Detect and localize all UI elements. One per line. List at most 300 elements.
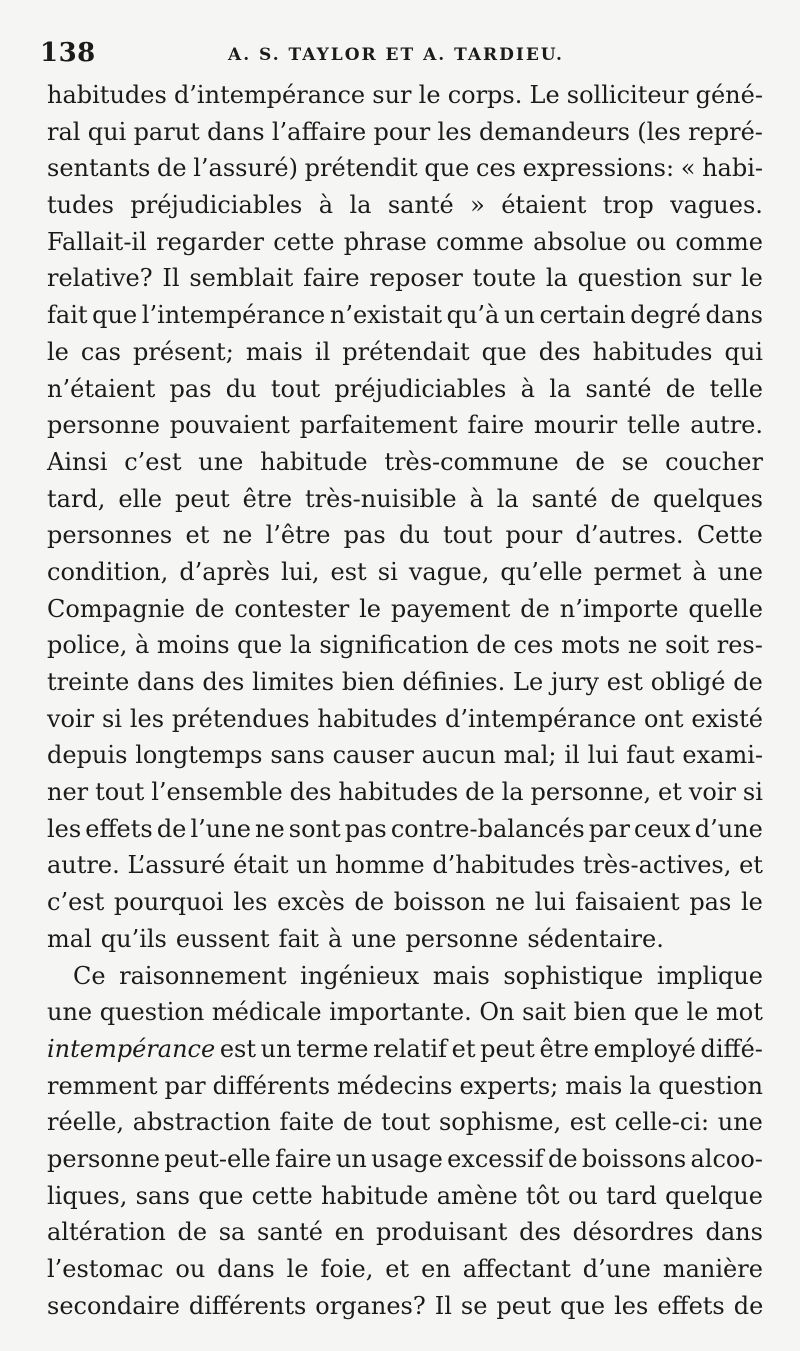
running-title: A. S. TAYLOR ET A. TARDIEU. bbox=[228, 45, 564, 65]
word: l’intempérance bbox=[141, 301, 326, 330]
word: absolue bbox=[533, 227, 627, 256]
text-line bbox=[47, 481, 763, 518]
text-line bbox=[47, 811, 763, 848]
word: sédentaire. bbox=[527, 924, 664, 953]
word: de bbox=[610, 484, 641, 513]
word: habi- bbox=[702, 154, 763, 183]
word: excès bbox=[277, 888, 345, 917]
word: liques, bbox=[47, 1181, 128, 1210]
word: dans bbox=[705, 1218, 763, 1247]
word: reposer bbox=[369, 264, 463, 293]
word: cas bbox=[80, 337, 121, 366]
word: L’assuré bbox=[127, 851, 226, 880]
word: faire bbox=[467, 411, 525, 440]
word: ont bbox=[644, 704, 684, 733]
word: obligé bbox=[650, 668, 726, 696]
word: étaient bbox=[501, 191, 587, 220]
word: eussent bbox=[175, 924, 270, 953]
word: différents bbox=[188, 1291, 307, 1320]
word: faire bbox=[275, 1144, 332, 1173]
text-line bbox=[47, 224, 763, 261]
text-line bbox=[47, 187, 763, 224]
word: que bbox=[633, 998, 679, 1027]
word: que bbox=[560, 1291, 606, 1320]
word: bien bbox=[341, 668, 395, 696]
word: différents bbox=[212, 1071, 331, 1100]
word: l’ensemble bbox=[151, 778, 283, 807]
word: quelle bbox=[688, 594, 763, 623]
word: il bbox=[564, 741, 580, 770]
page-number: 138 bbox=[40, 38, 96, 68]
word: réelle, bbox=[47, 1108, 125, 1137]
word: relative? bbox=[47, 264, 153, 293]
word: santé bbox=[257, 1218, 323, 1247]
word: Compagnie bbox=[47, 594, 185, 623]
word: mais bbox=[245, 337, 303, 366]
word: le bbox=[418, 81, 441, 109]
word: habitudes bbox=[592, 337, 713, 366]
word: sur bbox=[691, 264, 732, 293]
word: question bbox=[658, 1071, 763, 1100]
word: effets bbox=[657, 1291, 725, 1320]
word: le bbox=[359, 594, 381, 623]
word: et bbox=[451, 1034, 476, 1063]
word: à bbox=[318, 191, 334, 220]
word: ne bbox=[222, 521, 253, 550]
word: et bbox=[385, 1255, 410, 1283]
word: trop bbox=[602, 191, 654, 220]
word: se bbox=[621, 447, 649, 476]
word: de bbox=[733, 1291, 764, 1320]
word: comme bbox=[436, 227, 524, 256]
word: organes? bbox=[315, 1291, 426, 1320]
text-line bbox=[47, 297, 763, 334]
word: et bbox=[658, 778, 682, 807]
word: se bbox=[460, 1291, 488, 1320]
word: ne bbox=[627, 631, 658, 660]
text-line bbox=[47, 517, 763, 554]
word: que bbox=[481, 337, 527, 366]
word: soit bbox=[665, 631, 710, 660]
word: faisaient bbox=[575, 888, 680, 917]
word: limites bbox=[252, 668, 335, 696]
word: qu’ils bbox=[100, 924, 167, 953]
word: des bbox=[519, 1218, 561, 1247]
word: du bbox=[398, 521, 430, 550]
word: fait bbox=[47, 301, 88, 330]
text-line bbox=[47, 1104, 763, 1141]
word: de bbox=[194, 594, 225, 623]
word: faite bbox=[279, 1108, 335, 1137]
text-line bbox=[47, 847, 763, 884]
word: sont bbox=[288, 814, 341, 843]
word: solliciteur bbox=[566, 81, 689, 109]
word: permet bbox=[593, 557, 682, 586]
text-line bbox=[47, 958, 763, 995]
word: peut bbox=[496, 1291, 552, 1320]
word: sans bbox=[135, 1181, 190, 1210]
word: longtemps bbox=[135, 741, 263, 770]
word: la bbox=[629, 1071, 652, 1100]
word: toute bbox=[472, 264, 537, 293]
word: dans bbox=[705, 301, 763, 330]
text-line bbox=[47, 1251, 763, 1288]
word: ou bbox=[567, 1181, 598, 1210]
word: habitudes bbox=[47, 81, 167, 109]
word: sur bbox=[372, 81, 412, 109]
word: préjudiciables bbox=[130, 191, 303, 220]
word: les bbox=[614, 1291, 649, 1320]
word: santé bbox=[585, 374, 652, 403]
word: le bbox=[286, 1255, 309, 1283]
word: sophistique bbox=[503, 961, 644, 990]
word: personne bbox=[405, 924, 519, 953]
text-line bbox=[47, 554, 763, 591]
word: de bbox=[665, 374, 696, 403]
word: d’une bbox=[694, 814, 763, 843]
text-line bbox=[47, 921, 763, 958]
word: sa bbox=[218, 1218, 246, 1247]
word: dans bbox=[207, 117, 265, 146]
word: de bbox=[157, 154, 187, 183]
word: jury bbox=[551, 668, 599, 696]
word: vague, bbox=[408, 557, 490, 586]
word: mot bbox=[716, 998, 763, 1027]
text-line bbox=[47, 444, 763, 481]
word: à bbox=[520, 374, 535, 403]
word: importante. bbox=[329, 998, 472, 1027]
text-line bbox=[47, 737, 763, 774]
word: si bbox=[101, 704, 122, 733]
word: tout bbox=[270, 374, 321, 403]
text-line bbox=[47, 77, 763, 114]
word: est bbox=[569, 1108, 606, 1137]
word: police, bbox=[47, 631, 128, 660]
word: peut-elle bbox=[164, 1144, 271, 1173]
word: question bbox=[99, 998, 205, 1027]
word: sans bbox=[270, 741, 325, 770]
word: la bbox=[501, 778, 524, 807]
word: celle-ci: bbox=[614, 1108, 710, 1137]
word: ces bbox=[513, 631, 554, 660]
word: telle bbox=[709, 374, 763, 403]
word: une bbox=[717, 557, 763, 586]
word: une bbox=[351, 924, 397, 953]
word: fait bbox=[278, 924, 319, 953]
word: une bbox=[47, 998, 93, 1027]
word: sophisme, bbox=[438, 1108, 562, 1137]
word: alcoo- bbox=[690, 1144, 763, 1173]
word: qu’elle bbox=[500, 557, 583, 586]
word: habitudes bbox=[338, 778, 459, 807]
word: médecins bbox=[337, 1071, 453, 1100]
word: res- bbox=[716, 631, 763, 660]
text-line bbox=[47, 1141, 763, 1178]
word: et bbox=[185, 521, 210, 550]
text-line bbox=[47, 774, 763, 811]
word: Il bbox=[434, 1291, 452, 1320]
word: peut bbox=[175, 484, 230, 513]
word: qui bbox=[87, 117, 127, 146]
word: mais bbox=[432, 961, 490, 990]
word: d’habitudes bbox=[432, 851, 576, 880]
word: des bbox=[289, 778, 332, 807]
word: l’être bbox=[265, 521, 331, 550]
text-line bbox=[47, 1214, 763, 1251]
word: ingénieux bbox=[300, 961, 420, 990]
word: sentants bbox=[47, 154, 151, 183]
word: des bbox=[538, 337, 581, 366]
word: raisonnement bbox=[119, 961, 287, 990]
word: usage bbox=[371, 1144, 443, 1173]
word: autre. bbox=[690, 411, 763, 440]
word: à bbox=[328, 924, 343, 953]
word: la bbox=[349, 191, 372, 220]
word: pas bbox=[343, 521, 386, 550]
word: prétendit bbox=[304, 154, 418, 183]
text-line bbox=[47, 591, 763, 628]
word: contester bbox=[234, 594, 350, 623]
word: l’estomac bbox=[47, 1255, 164, 1283]
text-line bbox=[47, 371, 763, 408]
word: santé bbox=[531, 484, 598, 513]
word: boisson bbox=[393, 888, 486, 917]
word: condition, bbox=[47, 557, 169, 586]
word: voir bbox=[688, 778, 736, 807]
word: et bbox=[739, 851, 763, 880]
word: d’après bbox=[179, 557, 270, 586]
word: est bbox=[606, 668, 643, 696]
text-line bbox=[47, 260, 763, 297]
text-line bbox=[47, 884, 763, 921]
word: sait bbox=[522, 998, 567, 1027]
word: faire bbox=[303, 264, 360, 293]
word: mal; bbox=[503, 741, 557, 770]
word: d’une bbox=[582, 1255, 651, 1283]
text-line bbox=[47, 334, 763, 371]
word: diffé- bbox=[700, 1034, 763, 1063]
word: remment bbox=[47, 1071, 158, 1100]
word: que bbox=[237, 631, 283, 660]
word: la bbox=[549, 374, 572, 403]
word: repré- bbox=[688, 117, 763, 146]
word: vagues. bbox=[670, 191, 763, 220]
word: degré bbox=[630, 301, 701, 330]
word: l’une bbox=[190, 814, 251, 843]
word: cette bbox=[251, 1181, 313, 1210]
word: « bbox=[680, 154, 696, 183]
word: implique bbox=[656, 961, 763, 990]
word: très-nuisible bbox=[305, 484, 457, 513]
word: homme bbox=[334, 851, 425, 880]
word: est bbox=[330, 557, 367, 586]
word: était bbox=[233, 851, 289, 880]
word: de bbox=[354, 888, 385, 917]
word: relatif bbox=[373, 1034, 447, 1063]
word: d’intempérance bbox=[173, 81, 366, 109]
word: très-actives, bbox=[582, 851, 732, 880]
word: phrase bbox=[343, 227, 427, 256]
body-text bbox=[47, 77, 763, 1324]
word: employé bbox=[593, 1034, 696, 1063]
word: par bbox=[164, 1071, 206, 1100]
word: Fallait-il bbox=[47, 227, 147, 256]
word: personne, bbox=[530, 778, 652, 807]
word: un bbox=[503, 301, 535, 330]
word: n’existait bbox=[329, 301, 442, 330]
text-line bbox=[47, 114, 763, 151]
word: c’est bbox=[124, 447, 182, 476]
word: de bbox=[575, 447, 605, 476]
word: les bbox=[129, 704, 165, 733]
word: quelques bbox=[652, 484, 763, 513]
word: coucher bbox=[665, 447, 763, 476]
word: Le bbox=[529, 81, 560, 109]
word: de bbox=[476, 631, 506, 660]
word: payement bbox=[390, 594, 511, 623]
word: depuis bbox=[47, 741, 128, 770]
word: pas bbox=[169, 374, 212, 403]
word: experts; bbox=[459, 1071, 559, 1100]
word: affectant bbox=[462, 1255, 571, 1283]
word: si bbox=[377, 557, 398, 586]
word: Ainsi bbox=[47, 447, 108, 476]
word: effets bbox=[85, 814, 153, 843]
word: de bbox=[733, 668, 763, 696]
word: personne bbox=[47, 1144, 160, 1173]
word: ne bbox=[495, 888, 526, 917]
word: définies. bbox=[402, 668, 506, 696]
word: la bbox=[289, 631, 312, 660]
word: le bbox=[741, 264, 763, 293]
word: produisant bbox=[375, 1218, 508, 1247]
word: prétendues bbox=[171, 704, 310, 733]
word: le bbox=[686, 998, 709, 1027]
word: tôt bbox=[525, 1181, 560, 1210]
text-line bbox=[47, 627, 763, 664]
word: bien bbox=[573, 998, 627, 1027]
word: de bbox=[547, 1144, 578, 1173]
word: autre. bbox=[47, 851, 120, 880]
word: dans bbox=[217, 1255, 275, 1283]
text-line bbox=[47, 994, 763, 1031]
word: présent; bbox=[133, 337, 234, 366]
word: corps. bbox=[447, 81, 523, 109]
word: abstraction bbox=[132, 1108, 271, 1137]
word: mots bbox=[561, 631, 621, 660]
word: aucun bbox=[421, 741, 496, 770]
word: à bbox=[692, 557, 707, 586]
word: (les bbox=[637, 117, 681, 146]
word: treinte bbox=[47, 668, 130, 696]
word: pouvaient bbox=[169, 411, 290, 440]
text-line bbox=[47, 1178, 763, 1215]
word: être bbox=[242, 484, 293, 513]
word: n’importe bbox=[559, 594, 679, 623]
word: dans bbox=[137, 668, 195, 696]
word: faut bbox=[626, 741, 675, 770]
text-line bbox=[47, 664, 763, 701]
word: le bbox=[47, 337, 69, 366]
word: tard, bbox=[47, 484, 106, 513]
word: ou bbox=[636, 227, 667, 256]
word: que bbox=[424, 154, 470, 183]
word: ral bbox=[47, 117, 81, 146]
word: elle bbox=[118, 484, 163, 513]
word: n’étaient bbox=[47, 374, 156, 403]
word: c’est bbox=[47, 888, 105, 917]
word: le bbox=[740, 888, 763, 917]
word: personne bbox=[47, 411, 160, 440]
word: pas bbox=[344, 814, 387, 843]
word: une bbox=[198, 447, 244, 476]
running-head bbox=[40, 38, 770, 68]
word: cette bbox=[273, 227, 335, 256]
word: ceux bbox=[634, 814, 691, 843]
word: existé bbox=[691, 704, 763, 733]
word: lui bbox=[587, 741, 619, 770]
word: des bbox=[202, 668, 245, 696]
word: santé bbox=[387, 191, 454, 220]
word: On bbox=[479, 998, 515, 1027]
word: question bbox=[577, 264, 683, 293]
word: altération bbox=[47, 1218, 166, 1247]
word: pour bbox=[505, 521, 563, 550]
word: très-commune bbox=[384, 447, 559, 476]
word: amène bbox=[436, 1181, 518, 1210]
text-line bbox=[47, 407, 763, 444]
word: l’assuré) bbox=[193, 154, 298, 183]
text-line bbox=[47, 1031, 763, 1068]
word: prétendait bbox=[342, 337, 470, 366]
word: demandeurs bbox=[479, 117, 630, 146]
word: lui bbox=[534, 888, 566, 917]
text-line bbox=[47, 150, 763, 187]
word: être bbox=[539, 1034, 589, 1063]
word: ou bbox=[175, 1255, 206, 1283]
word: tout bbox=[95, 778, 145, 807]
word: tard bbox=[606, 1181, 657, 1210]
word: comme bbox=[675, 227, 763, 256]
text-line bbox=[47, 1288, 763, 1325]
word: voir bbox=[47, 704, 95, 733]
word: terme bbox=[296, 1034, 369, 1063]
word: les bbox=[233, 888, 268, 917]
word: du bbox=[225, 374, 257, 403]
word: ces bbox=[476, 154, 516, 183]
word: par bbox=[588, 814, 630, 843]
word: Il bbox=[162, 264, 180, 293]
word: regarder bbox=[156, 227, 264, 256]
word: médicale bbox=[211, 998, 322, 1027]
word: préjudiciables bbox=[334, 374, 507, 403]
word: excessif bbox=[447, 1144, 544, 1173]
word: qu’à bbox=[446, 301, 500, 330]
word: que bbox=[92, 301, 138, 330]
word: désordres bbox=[572, 1218, 694, 1247]
word: à bbox=[135, 631, 150, 660]
word: il bbox=[314, 337, 331, 366]
word: tout bbox=[443, 521, 493, 550]
word: secondaire bbox=[47, 1291, 180, 1320]
word: signification bbox=[319, 631, 469, 660]
word: Ce bbox=[73, 961, 106, 990]
word: ner bbox=[47, 778, 89, 807]
word: de bbox=[465, 778, 495, 807]
word: un bbox=[296, 851, 328, 880]
word: expressions: bbox=[522, 154, 675, 183]
word: causer bbox=[332, 741, 414, 770]
